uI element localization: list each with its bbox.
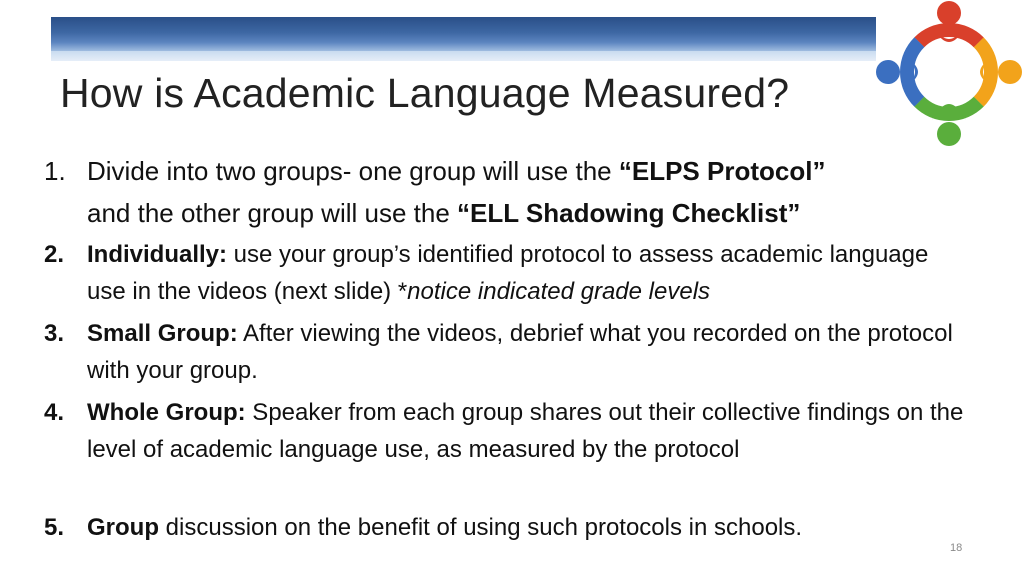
list-item-text [87,394,967,468]
list-item-text [87,236,967,310]
list-number: 1. [44,156,66,186]
list-item-text [87,150,967,234]
item-text-bold: “ELPS Protocol” [618,156,826,186]
item-text-plain: Divide into two groups- one group will use the [87,156,619,186]
list-number: 5. [44,514,65,541]
item-text-plain: discussion on the benefit of using such protocols in schools. [159,514,803,541]
item-text-plain: use your group’s identified protocol to assess academic language use in the videos (next slide) * [87,241,929,305]
header-bar [51,17,876,51]
list-item-text [87,315,967,389]
item-text-plain: After viewing the videos, debrief what you recorded on the protocol with your group. [87,320,953,384]
header-bar-underline [51,51,876,61]
item-text-bold: “ELL Shadowing Checklist” [457,198,801,228]
item-text-plain: and the other group will use the [87,198,458,228]
slide-title: How is Academic Language Measured? [60,70,790,116]
list-number: 2. [44,241,65,268]
list-number: 4. [44,399,65,426]
item-text-plain: Speaker from each group shares out their collective findings on the level of academic language use, as measured by the protocol [87,399,964,463]
page-number: 18 [950,542,963,554]
item-text-bold: Individually: [87,241,228,268]
item-text-bold: Small Group: [87,320,238,347]
list-item-text [87,509,967,546]
item-text-italic: notice indicated grade levels [407,278,711,305]
item-text-bold: Group [87,514,159,541]
item-text-bold: Whole Group: [87,399,246,426]
people-circle-logo-icon [872,0,1024,150]
list-number: 3. [44,320,65,347]
